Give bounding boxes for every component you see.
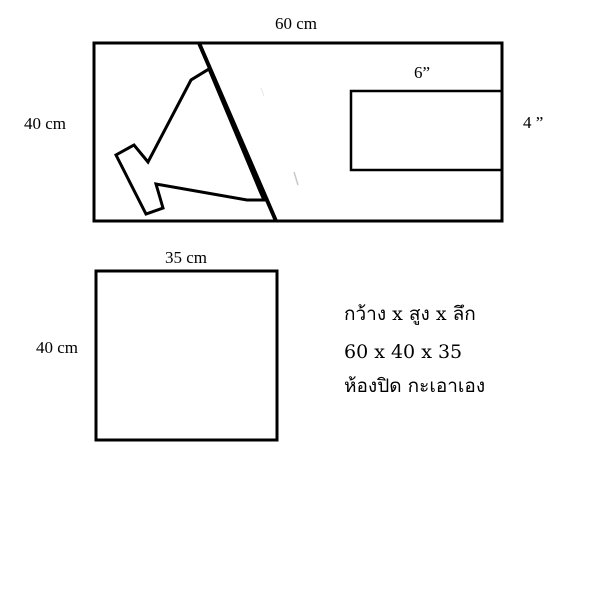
dimension-legend: กว้าง x สูง x ลึก (344, 303, 476, 325)
slot-width-label: 6” (414, 63, 431, 82)
slot-height-label: 4 ” (523, 113, 544, 132)
top-width-label: 60 cm (275, 14, 318, 33)
side-view-box (96, 271, 277, 440)
side-width-label: 35 cm (165, 248, 208, 267)
faint-mark (261, 88, 264, 96)
top-view-box (94, 43, 502, 221)
side-height-label: 40 cm (36, 338, 79, 357)
faint-mark (294, 172, 298, 185)
dimension-values: 60 x 40 x 35 (344, 341, 463, 363)
slot-box (351, 91, 502, 170)
closed-room-note: ห้องปิด กะเอาเอง (344, 375, 486, 397)
top-height-label: 40 cm (24, 114, 67, 133)
